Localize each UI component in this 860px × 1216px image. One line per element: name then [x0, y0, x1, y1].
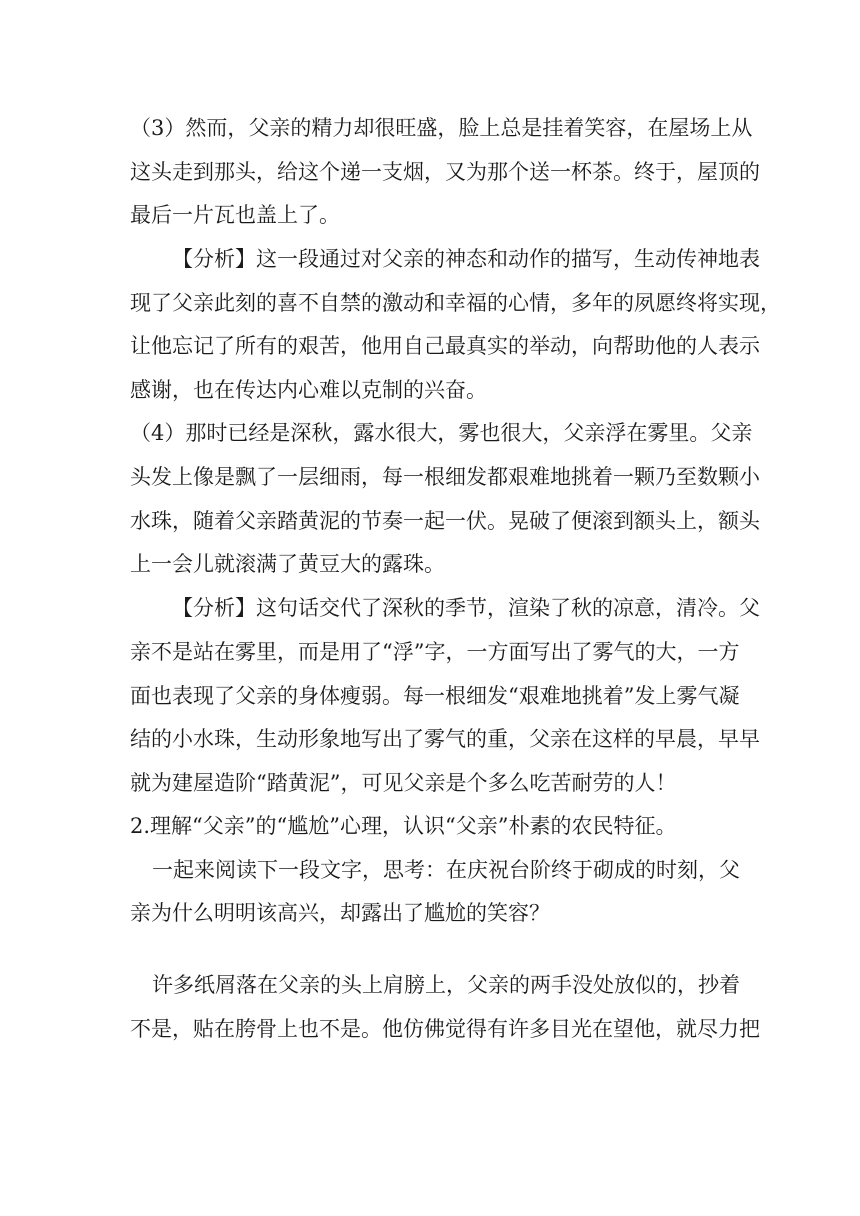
prompt-line-1: 一起来阅读下一段文字，思考：在庆祝台阶终于砌成的时刻，父 [152, 858, 740, 882]
analysis-2-line-5: 就为建屋造阶“踏黄泥”，可见父亲是个多么吃苦耐劳的人！ [130, 771, 677, 795]
section-2-heading: 2.理解“父亲”的“尴尬”心理，认识“父亲”朴素的农民特征。 [130, 814, 677, 838]
paragraph-4-line-2: 头发上像是飘了一层细雨，每一根细发都艰难地挑着一颗乃至数颗小 [130, 465, 760, 489]
paragraph-3-line-1: （3）然而，父亲的精力却很旺盛，脸上总是挂着笑容，在屋场上从 [130, 116, 753, 140]
paragraph-3-line-3: 最后一片瓦也盖上了。 [130, 203, 340, 227]
excerpt-line-1: 许多纸屑落在父亲的头上肩膀上，父亲的两手没处放似的，抄着 [152, 973, 740, 997]
analysis-1-line-2: 现了父亲此刻的喜不自禁的激动和幸福的心情，多年的夙愿终将实现， [130, 291, 781, 315]
prompt-line-2: 亲为什么明明该高兴，却露出了尴尬的笑容？ [130, 901, 550, 925]
paragraph-4-line-4: 上一会儿就滚满了黄豆大的露珠。 [130, 552, 445, 576]
analysis-2-line-2: 亲不是站在雾里，而是用了“浮”字，一方面写出了雾气的大，一方 [130, 640, 740, 664]
paragraph-4-line-3: 水珠，随着父亲踏黄泥的节奏一起一伏。晃破了便滚到额头上，额头 [130, 509, 760, 533]
analysis-1-line-3: 让他忘记了所有的艰苦，他用自己最真实的举动，向帮助他的人表示 [130, 334, 760, 358]
analysis-1-line-4: 感谢，也在传达内心难以克制的兴奋。 [130, 378, 487, 402]
analysis-2-line-4: 结的小水珠，生动形象地写出了雾气的重，父亲在这样的早晨，早早 [130, 727, 760, 751]
paragraph-3-line-2: 这头走到那头，给这个递一支烟，又为那个送一杯茶。终于，屋顶的 [130, 160, 760, 184]
excerpt-line-2: 不是，贴在胯骨上也不是。他仿佛觉得有许多目光在望他，就尽力把 [130, 1017, 760, 1041]
analysis-1-line-1: 【分析】这一段通过对父亲的神态和动作的描写，生动传神地表 [172, 247, 760, 271]
analysis-2-line-1: 【分析】这句话交代了深秋的季节，渲染了秋的凉意，清冷。父 [172, 596, 760, 620]
analysis-2-line-3: 面也表现了父亲的身体瘦弱。每一根细发“艰难地挑着”发上雾气凝 [130, 684, 740, 708]
paragraph-4-line-1: （4）那时已经是深秋，露水很大，雾也很大，父亲浮在雾里。父亲 [130, 421, 753, 445]
